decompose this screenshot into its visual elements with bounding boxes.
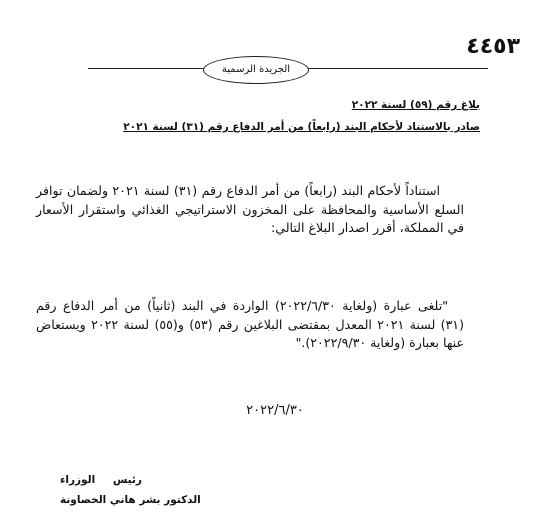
notice-title: بلاغ رقم (٥٩) لسنة ٢٠٢٢	[351, 99, 480, 111]
issue-date: ٢٠٢٢/٦/٣٠	[246, 403, 304, 418]
notice-subtitle: صادر بالاستناد لأحكام البند (رابعاً) من أمر الدفاع رقم (٣١) لسنة ٢٠٢١	[123, 121, 480, 133]
page-number: ٤٤٥٣	[466, 34, 520, 59]
signatory-title: رئيس الوزراء	[60, 474, 142, 486]
body-paragraph-1	[36, 182, 464, 238]
body-paragraph-2	[36, 297, 464, 353]
paragraph-1-text: استناداً لأحكام البند (رابعاً) من أمر الدفاع رقم (٣١) لسنة ٢٠٢١ ولضمان توافر السلع الأساسية والمحافظة على المخزون الاستراتيجي الغذائي واستقرار الأسعار في المملكة، أقرر اصدار البلاغ التالي:	[36, 183, 464, 235]
signatory-name: الدكتور بشر هاني الخصاونة	[60, 494, 201, 506]
gazette-masthead: الجريدة الرسمية	[203, 56, 309, 84]
paragraph-2-text: "تلغى عبارة (ولغاية ٢٠٢٢/٦/٣٠) الواردة في البند (ثانياً) من أمر الدفاع رقم (٣١) لسنة ٢٠٢١ المعدل بمقتضى البلاغين رقم (٥٣) و(٥٥) لسنة ٢٠٢٢ ويستعاض عنها بعبارة (ولغاية ٢٠٢٢/٩/٣٠)."	[36, 298, 464, 350]
